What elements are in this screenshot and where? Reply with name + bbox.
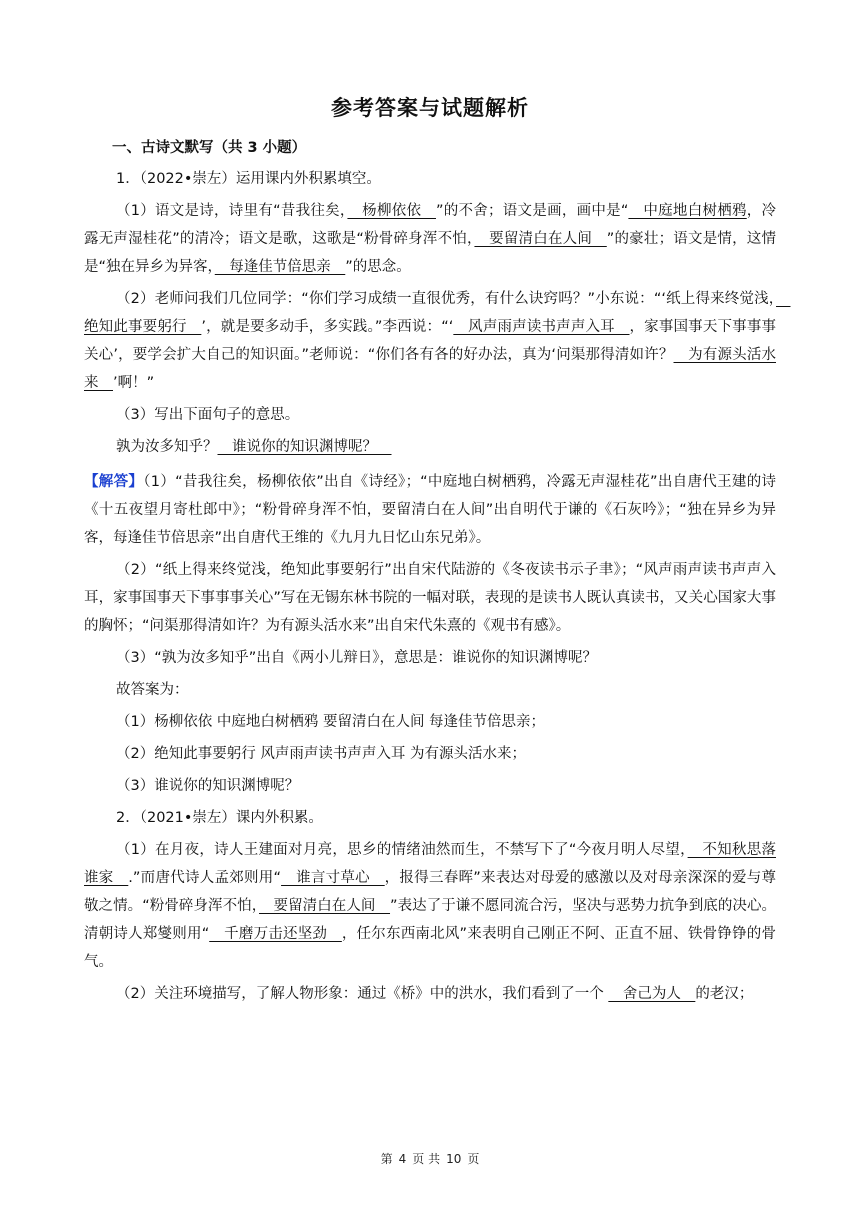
answer-blank: 中庭地白树栖鸦 <box>628 203 747 219</box>
text-segment: ，任尔东西南北风”来表明自己刚正不阿、正直不屈、铁骨铮铮的骨气。 <box>84 926 777 970</box>
text-segment: （1）在月夜，诗人王建面对月亮，思乡的情绪油然而生，不禁写下了“今夜月明人尽望， <box>116 842 688 858</box>
current-page-number: 4 <box>398 1152 407 1166</box>
text-segment: ，报得三春晖”来表达对母爱的感激以及对母亲深深的爱与尊敬之情。“粉骨碎身浑不怕， <box>84 870 777 914</box>
question-2-part-1 <box>84 836 776 976</box>
answer-summary-3: （3）谁说你的知识渊博呢？ <box>116 778 300 794</box>
answer-explanation-3: （3）“孰为汝多知乎”出自《两小儿辩日》，意思是：谁说你的知识渊博呢？ <box>116 650 597 666</box>
answer-blank: 绝知此事要躬行 <box>84 291 791 335</box>
text-segment: 的老汉； <box>695 986 754 1002</box>
answer-explanation-2: （2）“纸上得来终觉浅，绝知此事要躬行”出自宋代陆游的《冬夜读书示子聿》；“风声雨声读书声声入耳，家事国事天下事事事关心”写在无锡东林书院的一幅对联，表现的是读书人既认真读书，又关心国家大事的胸怀；“问渠那得清如许？为有源头活水来”出自宋代朱熹的《观书有感》。 <box>84 562 776 634</box>
question-1-part-3: （3）写出下面句子的意思。 <box>116 407 300 423</box>
text-segment: ，家事国事天下事事事关心’，要学会扩大自己的知识面。”老师说：“你们各有各的好办法，真为‘问渠那得清如许？ <box>84 319 777 363</box>
footer-middle: 页 共 <box>412 1152 441 1166</box>
text-segment: ，冷露无声湿桂花”的清冷；语文是歌，这歌是“粉骨碎身浑不怕， <box>84 203 776 247</box>
text-segment: ’啊！” <box>113 375 155 391</box>
document-content <box>84 134 791 1008</box>
answer-explanation-1 <box>84 468 776 552</box>
answer-blank: 每逢佳节倍思亲 <box>214 259 346 275</box>
footer-prefix: 第 <box>380 1152 393 1166</box>
text-segment: ”表达了于谦不愿同流合污，坚决与恶势力抗争到底的决心。清朝诗人郑燮则用“ <box>84 898 776 942</box>
answer-summary-label: 故答案为： <box>116 682 189 698</box>
text-segment: 孰为汝多知乎？ <box>116 439 218 455</box>
question-1-part-1 <box>84 197 776 281</box>
answer-tag: 【解答】 <box>84 474 144 490</box>
page-title: 参考答案与试题解析 <box>331 96 529 120</box>
text-segment: ”的不舍；语文是画，画中是“ <box>435 203 629 219</box>
answer-summary-2: （2）绝知此事要躬行 风声雨声读书声声入耳 为有源头活水来； <box>116 746 526 762</box>
answer-blank: 谁言寸草心 <box>281 870 385 886</box>
answer-blank: 千磨万击还坚劲 <box>209 926 342 942</box>
answer-blank: 谁说你的知识渊博呢？ <box>217 439 392 455</box>
footer-suffix: 页 <box>467 1152 480 1166</box>
answer-blank: 舍己为人 <box>608 986 696 1002</box>
answer-blank: 要留清白在人间 <box>474 231 607 247</box>
text-segment: ’，就是要多动手，多实践。”李西说：“‘ <box>201 319 454 335</box>
text-segment: （2）关注环境描写，了解人物形象：通过《桥》中的洪水，我们看到了一个 <box>116 986 609 1002</box>
question-1-part-3-sentence <box>84 433 776 461</box>
text-segment: （1）“昔我往矣，杨柳依依”出自《诗经》；“中庭地白树栖鸦，冷露无声湿桂花”出自唐代王建的诗《十五夜望月寄杜郎中》；“粉骨碎身浑不怕，要留清白在人间”出自明代于谦的《石灰吟》；“独在异乡为异客，每逢佳节倍思亲”出自唐代王维的《九月九日忆山东兄弟》。 <box>84 474 776 546</box>
question-2-part-2 <box>84 980 776 1008</box>
text-segment: ”的豪壮；语文是情，这情是“独在异乡为异客， <box>84 231 777 275</box>
answer-blank: 杨柳依依 <box>347 203 436 219</box>
text-segment: （2）老师问我们几位同学：“你们学习成绩一直很优秀，有什么诀窍吗？”小东说：“‘纸上得来终觉浅， <box>116 291 776 307</box>
question-1-part-2 <box>84 285 791 397</box>
question-1-heading: 1．（2022•崇左）运用课内外积累填空。 <box>116 171 381 187</box>
answer-blank: 风声雨声读书声声入耳 <box>453 319 630 335</box>
text-segment: （1）语文是诗，诗里有“昔我往矣， <box>116 203 348 219</box>
text-segment: .”而唐代诗人孟郊则用“ <box>128 870 282 886</box>
section-heading: 一、古诗文默写（共 3 小题） <box>112 140 307 156</box>
answer-blank: 要留清白在人间 <box>259 898 391 914</box>
answer-blank: 不知秋思落谁家 <box>84 842 776 886</box>
answer-summary-1: （1）杨柳依依 中庭地白树栖鸦 要留清白在人间 每逢佳节倍思亲； <box>116 714 546 730</box>
text-segment: ”的思念。 <box>345 259 411 275</box>
answer-blank: 为有源头活水来 <box>84 347 776 391</box>
page-footer <box>0 1150 860 1167</box>
question-2-heading: 2．（2021•崇左）课内外积累。 <box>116 810 323 826</box>
total-page-count: 10 <box>446 1152 462 1166</box>
